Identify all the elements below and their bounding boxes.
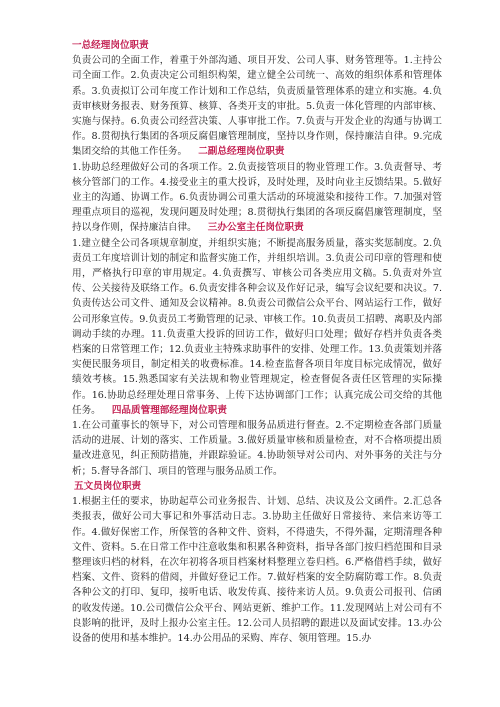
section-heading: 五文员岗位职责: [74, 480, 142, 492]
section-1: [72, 38, 442, 646]
section-body: 1.在公司董事长的领导下，对公司管理和服务品质进行督查。2.不定期检查各部门质量活动的进展、计划的落实、工作质量。3.做好质量审核和质量检查，对不合格项提出质量改进意见，纠正预防措施，并跟踪验证。4.协助领导对公司内、对外事务的关注与分析；5.督导各部门、项目的管理与服务品质工作。: [72, 420, 442, 477]
section-heading: 四品质管理部经理岗位职责: [111, 404, 227, 416]
section-body: 1.协助总经理做好公司的各项工作。2.负责接管项目的物业管理工作。3.负责督导、考核分管部门的工作。4.接受业主的重大投诉，及时处理，及时向业主反馈结果。5.做好业主的沟通、协调工作。6.负责协调公司重大活动的环境滋染和接待工作。7.加强对管理重点项目的巡视，发现问题及时处理；8.贯彻执行集团的各项反腐倡廉管理制度，坚持以身作则，保持廉洁自律。: [72, 161, 442, 234]
section-heading: 一总经理岗位职责: [72, 40, 149, 51]
section-heading: 二副总经理岗位职责: [198, 146, 285, 158]
section-body: 1.建立健全公司各项规章制度，并组织实施；不断提高服务质量，落实奖惩制度。2.负责员工年度培训计划的制定和监督实施工作，并组织培训。3.负责公司印章的管理和使用，严格执行印章的审用规定。4.负责撰写、审核公司各类应用文稿。5.负责对外宣传、公关接待及联络工作。6.负责安排各种会议及作好记录，编写会议纪要和决议。7.负责传达公司文件、通知及会议精神。8.负责公司微信公众平台、网站运行工作，做好公司形象宣传。9.负责员工考勤管理的记录、审核工作。10.负责员工招聘、离职及内部调动手续的办理。11.负责重大投诉的回访工作，做好归口处理；做好存档并负责各类档案的日常管理工作；12.负责业主特殊求助事件的安排、处理工作。13.负责策划并落实便民服务项目，制定相关的收费标准。14.检查监督各项目年度目标完成情况，做好绩效考核。15.熟悉国家有关法规和物业管理规定，检查督促各责任区管理的实际操作。16.协助总经理处理日常事务、上传下达协调部门工作；认真完成公司交给的其他任务。: [72, 237, 442, 416]
section-body: 1.根据主任的要求，协助起草公司业务报告、计划、总结、决议及公文函件。2.汇总各类报表，做好公司大事记和外事活动日志。3.协助主任做好日常接待、来信来访等工作。4.做好保密工作，所保管的各种文件、资料，不得遗失，不得外漏，定期清理各种文件、资料。5.在日常工作中注意收集和积累各种资料，指导各部门按归档范围和目录整理该归档的材料，在次年初将各项目档案材料整理立卷归档。6.严格借档手续，做好档案、文件、资料的借阅，并做好登记工作。7.做好档案的安全防腐防霉工作。8.负责各种公文的打印、复印，接听电话、收发传真、接待来访人员。9.负责公司报刊、信函的收发传递。10.公司微信公众平台、网站更新、维护工作。11.发现网站上对公司有不良影响的批评，及时上报办公室主任。12.公司人员招聘的跟进以及面试安排。13.办公设备的使用和基本维护。14.办公用品的采购、库存、领用管理。15.办: [72, 496, 442, 644]
section-heading: 三办公室主任岗位职责: [207, 222, 304, 234]
section-body: 负责公司的全面工作，着重于外部沟通、项目开发、公司人事、财务管理等。1.主持公司全面工作。2.负责决定公司组织构架，建立健全公司统一、高效的组织体系和管理体系。3.负责拟订公司年度工作计划和工作总结，负责质量管理体系的建立和实施。4.负责审核财务报表、财务预算、核算、各类开支的审批。5.负责一体化管理的内部审核、实施与保持。6.负责公司经营决策、人事审批工作。7.负责与开发企业的沟通与协调工作。8.贯彻执行集团的各项反腐倡廉管理制度，坚持以身作则，保持廉洁自律。9.完成集团交给的其他工作任务。: [72, 55, 442, 158]
